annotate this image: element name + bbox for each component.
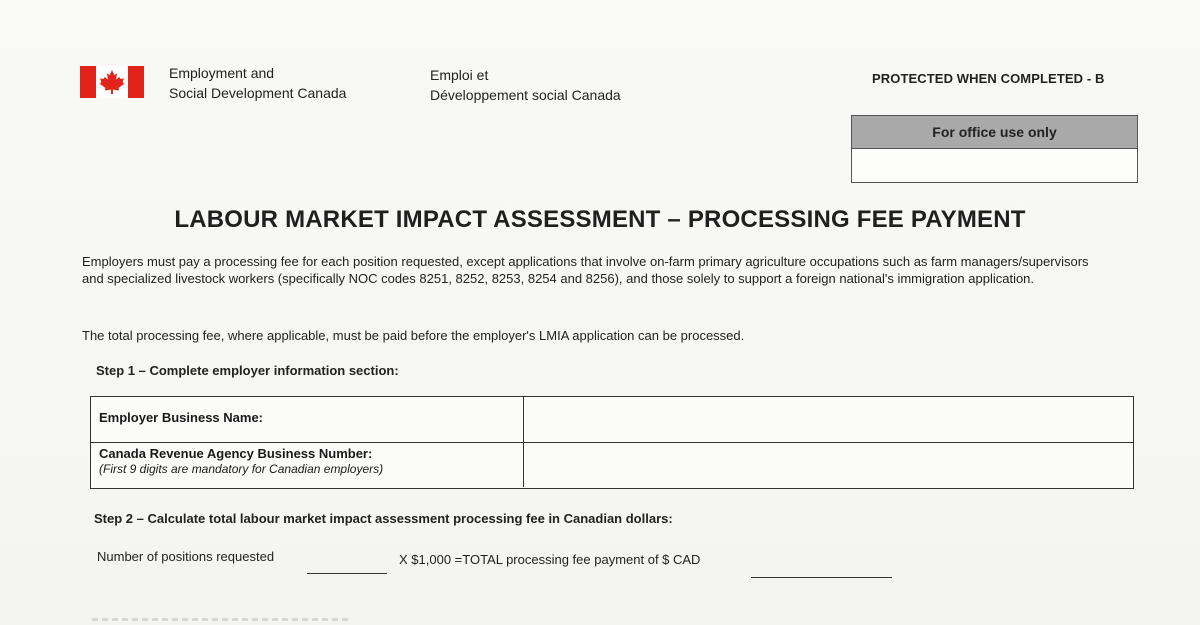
total-fee-field[interactable] <box>751 575 892 578</box>
employer-business-name-label <box>91 397 524 442</box>
office-use-field[interactable] <box>852 149 1137 183</box>
positions-requested-field[interactable] <box>307 571 387 574</box>
faded-text-divider <box>92 618 352 621</box>
table-row <box>91 443 1133 487</box>
table-row <box>91 397 1133 443</box>
business-number-label <box>91 443 524 487</box>
fee-calculation-text: X $1,000 =TOTAL processing fee payment of $ CAD <box>399 552 701 567</box>
department-name-french <box>430 65 621 105</box>
dept-en-line1: Employment and <box>169 65 275 81</box>
office-use-box <box>851 115 1138 183</box>
office-use-label: For office use only <box>852 116 1137 149</box>
positions-requested-label: Number of positions requested <box>97 549 275 564</box>
step2-heading: Step 2 – Calculate total labour market impact assessment processing fee in Canadian dollars: <box>94 511 673 526</box>
dept-en-line2: Social Development Canada <box>169 85 347 101</box>
field-label: Employer Business Name: <box>99 410 264 425</box>
canada-flag-icon <box>80 66 144 98</box>
business-number-field[interactable] <box>524 443 1133 487</box>
field-note: (First 9 digits are mandatory for Canadian employers) <box>99 462 384 476</box>
employer-info-table <box>90 396 1134 489</box>
protected-label: PROTECTED WHEN COMPLETED - B <box>872 71 1105 86</box>
field-label: Canada Revenue Agency Business Number: <box>99 446 373 461</box>
dept-fr-line2: Développement social Canada <box>430 87 621 103</box>
step1-heading: Step 1 – Complete employer information section: <box>96 363 399 378</box>
form-title: LABOUR MARKET IMPACT ASSESSMENT – PROCESSING FEE PAYMENT <box>174 206 1026 233</box>
fee-requirement-paragraph: The total processing fee, where applicable, must be paid before the employer's LMIA application can be processed. <box>82 328 745 343</box>
intro-paragraph: Employers must pay a processing fee for each position requested, except applications that involve on-farm primary agriculture occupations such as farm managers/supervisors and specialized livestock workers (specifically NOC codes 8251, 8252, 8253, 8254 and 8256), and those solely to support a foreign national's immigration application. <box>82 254 1089 286</box>
employer-business-name-field[interactable] <box>524 397 1133 442</box>
department-name-english <box>169 63 346 103</box>
dept-fr-line1: Emploi et <box>430 67 489 83</box>
